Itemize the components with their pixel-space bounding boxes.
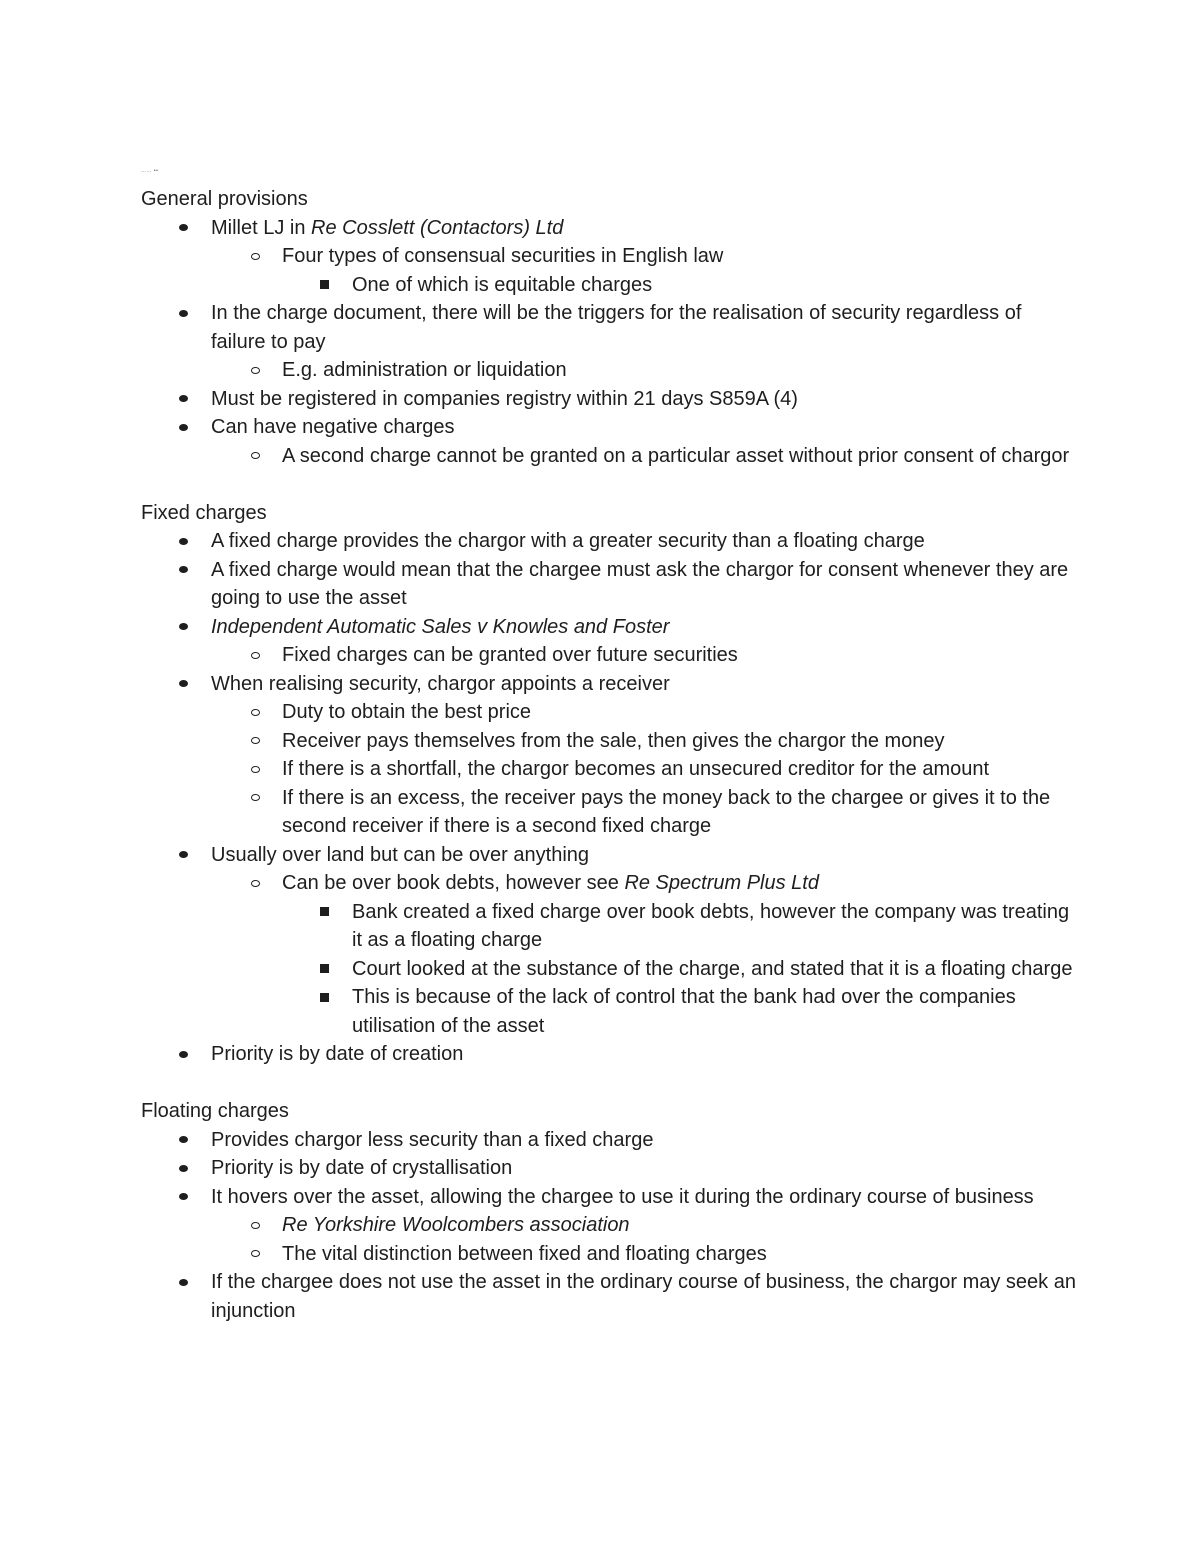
- bullet-dot-icon: [175, 1268, 191, 1297]
- bullet-circle-icon: [247, 755, 263, 784]
- section-heading: Floating charges: [141, 1100, 289, 1122]
- bullet-dot-icon: [175, 670, 191, 699]
- bullet-circle-icon: [247, 784, 263, 813]
- bullet-dot-icon: [175, 1126, 191, 1155]
- bullet-dot-icon: [175, 413, 191, 442]
- section-heading: General provisions: [141, 188, 308, 210]
- section-spacer: [141, 470, 1081, 499]
- bullet-square-icon: [316, 898, 332, 927]
- list-item-text: Court looked at the substance of the charge, and stated that it is a floating charge: [352, 957, 1073, 980]
- list-item: [141, 1126, 1081, 1155]
- list-item: [141, 869, 1081, 898]
- list-item: [141, 1211, 1081, 1240]
- list-item: [141, 698, 1081, 727]
- list-item: [141, 755, 1081, 784]
- list-item-text: The vital distinction between fixed and floating charges: [282, 1242, 767, 1265]
- list-item-text: Bank created a fixed charge over book debts, however the company was treating it as a floating charge: [352, 900, 1070, 951]
- list-item-text: When realising security, chargor appoints a receiver: [211, 672, 670, 695]
- list-item: [141, 271, 1081, 300]
- list-item-text: If the chargee does not use the asset in the ordinary course of business, the chargor may seek an injunction: [211, 1271, 1076, 1322]
- list-item-text: Priority is by date of creation: [211, 1043, 464, 1065]
- list-item-text: Fixed charges can be granted over future securities: [282, 644, 738, 666]
- list-item: [141, 442, 1081, 471]
- list-item: [141, 641, 1081, 670]
- bullet-dot-icon: [175, 1040, 191, 1069]
- list-item-text: Receiver pays themselves from the sale, then gives the chargor the money: [282, 729, 945, 752]
- section-spacer: [141, 1069, 1081, 1098]
- bullet-square-icon: [316, 955, 332, 984]
- bullet-list: [141, 527, 1081, 1069]
- case-citation: Re Yorkshire Woolcombers association: [282, 1214, 630, 1236]
- bullet-circle-icon: [247, 698, 263, 727]
- list-item-text: Millet LJ in: [211, 216, 312, 239]
- bullet-circle-icon: [247, 727, 263, 756]
- bullet-list: [141, 214, 1081, 471]
- list-item-text: A second charge cannot be granted on a particular asset without prior consent of chargor: [282, 444, 1070, 467]
- list-item-text: Provides chargor less security than a fixed charge: [211, 1128, 654, 1151]
- case-citation: Re Cosslett (Contactors) Ltd: [311, 216, 564, 239]
- bullet-dot-icon: [175, 613, 191, 642]
- bullet-dot-icon: [175, 214, 191, 243]
- bullet-dot-icon: [175, 385, 191, 414]
- bullet-list: [141, 1126, 1081, 1326]
- header-mark: …… ••: [141, 168, 159, 174]
- list-item: [141, 385, 1081, 414]
- bullet-circle-icon: [247, 356, 263, 385]
- bullet-circle-icon: [247, 442, 263, 471]
- list-item-text: Priority is by date of crystallisation: [211, 1157, 513, 1179]
- list-item: [141, 670, 1081, 699]
- document-content: [141, 185, 1081, 1325]
- list-item: [141, 242, 1081, 271]
- list-item: [141, 983, 1081, 1040]
- bullet-dot-icon: [175, 527, 191, 556]
- list-item-text: One of which is equitable charges: [352, 273, 653, 296]
- bullet-square-icon: [316, 983, 332, 1012]
- list-item-text: Must be registered in companies registry within 21 days S859A (4): [211, 387, 798, 410]
- list-item: [141, 413, 1081, 442]
- list-item-text: E.g. administration or liquidation: [282, 359, 567, 381]
- list-item-text: A fixed charge provides the chargor with a greater security than a floating charge: [211, 530, 925, 552]
- list-item: [141, 214, 1081, 243]
- list-item: [141, 613, 1081, 642]
- bullet-dot-icon: [175, 1183, 191, 1212]
- list-item: [141, 784, 1081, 841]
- list-item-text: A fixed charge would mean that the chargee must ask the chargor for consent whenever they are going to use the asset: [211, 558, 1069, 609]
- list-item-text: If there is an excess, the receiver pays the money back to the chargee or gives it to the second receiver if there is a second fixed charge: [282, 786, 1051, 837]
- list-item: [141, 727, 1081, 756]
- bullet-dot-icon: [175, 556, 191, 585]
- list-item: [141, 527, 1081, 556]
- list-item-text: In the charge document, there will be the triggers for the realisation of security regardless of failure to pay: [211, 302, 1022, 353]
- bullet-circle-icon: [247, 869, 263, 898]
- bullet-circle-icon: [247, 1240, 263, 1269]
- list-item-text: Can have negative charges: [211, 416, 455, 438]
- bullet-circle-icon: [247, 242, 263, 271]
- list-item-text: This is because of the lack of control that the bank had over the companies utilisation of the asset: [352, 986, 1016, 1037]
- list-item: [141, 955, 1081, 984]
- document-page: [141, 0, 1081, 1553]
- list-item: [141, 1183, 1081, 1212]
- list-item: [141, 1040, 1081, 1069]
- bullet-dot-icon: [175, 299, 191, 328]
- list-item: [141, 1240, 1081, 1269]
- case-citation: Independent Automatic Sales v Knowles and Foster: [211, 615, 670, 638]
- bullet-circle-icon: [247, 641, 263, 670]
- list-item: [141, 1154, 1081, 1183]
- bullet-circle-icon: [247, 1211, 263, 1240]
- bullet-dot-icon: [175, 841, 191, 870]
- case-citation: Re Spectrum Plus Ltd: [624, 872, 819, 894]
- list-item-text: Can be over book debts, however see: [282, 872, 625, 894]
- list-item-text: If there is a shortfall, the chargor becomes an unsecured creditor for the amount: [282, 758, 990, 780]
- list-item: [141, 299, 1081, 356]
- list-item: [141, 1268, 1081, 1325]
- list-item: [141, 898, 1081, 955]
- list-item: [141, 356, 1081, 385]
- section-heading: Fixed charges: [141, 501, 267, 524]
- list-item-text: Duty to obtain the best price: [282, 701, 532, 723]
- list-item-text: Usually over land but can be over anything: [211, 843, 590, 866]
- list-item-text: It hovers over the asset, allowing the chargee to use it during the ordinary course of business: [211, 1185, 1034, 1208]
- list-item: [141, 556, 1081, 613]
- list-item: [141, 841, 1081, 870]
- bullet-square-icon: [316, 271, 332, 300]
- bullet-dot-icon: [175, 1154, 191, 1183]
- list-item-text: Four types of consensual securities in English law: [282, 245, 724, 267]
